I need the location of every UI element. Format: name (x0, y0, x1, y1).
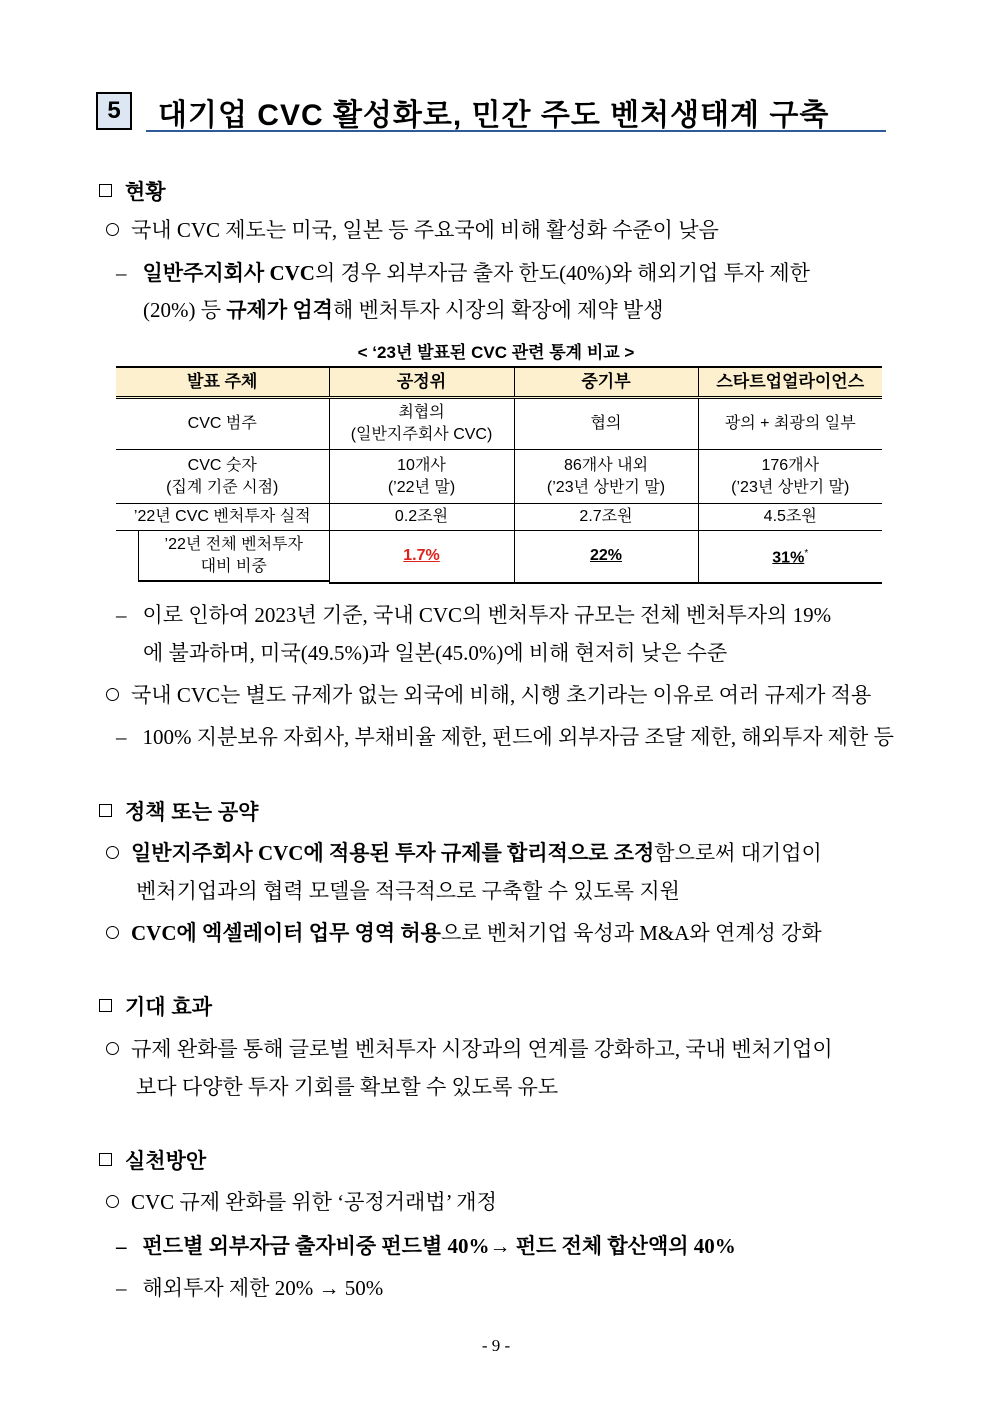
circle-bullet-icon (106, 1195, 119, 1208)
table-cell: 4.5조원 (698, 504, 882, 531)
status-bullet-2: 국내 CVC는 별도 규제가 없는 외국에 비해, 시행 초기라는 이유로 여러 규제가 적용 (106, 679, 871, 709)
table-cell: 광의 + 최광의 일부 (698, 398, 882, 450)
plan-sub-1: – 펀드별 외부자금 출자비중 펀드별 40%→ 펀드 전체 합산액의 40% (116, 1234, 736, 1258)
table-cell: 0.2조원 (329, 504, 514, 531)
dash-bullet: – (116, 1276, 127, 1300)
dash-bullet: – (116, 603, 127, 627)
plan-sub-2: – 해외투자 제한 20% → 50% (116, 1276, 384, 1300)
table-cell: ’22년 CVC 벤처투자 실적 (116, 504, 329, 531)
circle-bullet-icon (106, 926, 119, 939)
table-cell: 176개사 (’23년 상반기 말) (698, 450, 882, 504)
status-sub-3: – 100% 지분보유 자회사, 부채비율 제한, 펀드에 외부자금 조달 제한, 해외투자 제한 등 (116, 725, 894, 749)
effect-bullet-1-cont: 보다 다양한 투자 기회를 확보할 수 있도록 유도 (136, 1075, 559, 1099)
table-cell: ’22년 전체 벤처투자 대비 비중 (116, 531, 329, 583)
table-cell: CVC 범주 (116, 398, 329, 450)
table-header-cell: 중기부 (514, 367, 698, 398)
table-header-row (116, 367, 882, 398)
circle-bullet-icon (106, 846, 119, 859)
plan-bullet-1: CVC 규제 완화를 위한 ‘공정거래법’ 개정 (106, 1186, 497, 1216)
status-bullet-1: 국내 CVC 제도는 미국, 일본 등 주요국에 비해 활성화 수준이 낮음 (106, 214, 719, 244)
status-sub-2: – 이로 인하여 2023년 기준, 국내 CVC의 벤처투자 규모는 전체 벤처투자의 19% (116, 603, 832, 627)
table-row (116, 504, 882, 531)
table-header-cell: 발표 주체 (116, 367, 329, 398)
table-cell: 22% (514, 531, 698, 583)
table-header-cell: 스타트업얼라이언스 (698, 367, 882, 398)
plan-heading: 실천방안 (99, 1145, 206, 1175)
dash-bullet: – (116, 1234, 127, 1258)
section-title-underline (146, 130, 886, 132)
effect-bullet-1: 규제 완화를 통해 글로벌 벤처투자 시장과의 연계를 강화하고, 국내 벤처기업이 (106, 1033, 833, 1063)
checkbox-bullet-icon (99, 1153, 112, 1166)
table-header-cell: 공정위 (329, 367, 514, 398)
policy-bullet-1: 일반지주회사 CVC에 적용된 투자 규제를 합리적으로 조정함으로써 대기업이 (106, 837, 822, 867)
table-cell: 31%* (698, 531, 882, 583)
status-heading: 현황 (99, 176, 166, 206)
status-sub-1-cont: (20%) 등 규제가 엄격해 벤처투자 시장의 확장에 제약 발생 (143, 298, 664, 322)
section-title: 대기업 CVC 활성화로, 민간 주도 벤처생태계 구축 (158, 99, 830, 132)
section-number: 5 (96, 92, 132, 130)
policy-bullet-1-cont: 벤처기업과의 협력 모델을 적극적으로 구축할 수 있도록 지원 (136, 879, 680, 903)
circle-bullet-icon (106, 688, 119, 701)
checkbox-bullet-icon (99, 804, 112, 817)
table-caption: < ‘23년 발표된 CVC 관련 통계 비교 > (357, 343, 635, 362)
dash-bullet: – (116, 725, 127, 749)
table-row (116, 450, 882, 504)
page-number: - 9 - (481, 1336, 511, 1355)
table-cell: 협의 (514, 398, 698, 450)
table-row (116, 398, 882, 450)
table-cell: 10개사 (’22년 말) (329, 450, 514, 504)
circle-bullet-icon (106, 1042, 119, 1055)
cvc-stats-table (116, 366, 882, 584)
checkbox-bullet-icon (99, 999, 112, 1012)
table-cell: 86개사 내외 (’23년 상반기 말) (514, 450, 698, 504)
effect-heading: 기대 효과 (99, 991, 212, 1021)
table-row (116, 531, 882, 583)
policy-bullet-2: CVC에 엑셀레이터 업무 영역 허용으로 벤처기업 육성과 M&A와 연계성 강화 (106, 917, 822, 947)
table-cell: CVC 숫자 (집계 기준 시점) (116, 450, 329, 504)
policy-heading: 정책 또는 공약 (99, 796, 258, 826)
dash-bullet: – (116, 261, 127, 285)
status-sub-2-cont: 에 불과하며, 미국(49.5%)과 일본(45.0%)에 비해 현저히 낮은 수준 (143, 641, 728, 665)
table-cell: 최협의 (일반지주회사 CVC) (329, 398, 514, 450)
circle-bullet-icon (106, 223, 119, 236)
table-cell: 1.7% (329, 531, 514, 583)
checkbox-bullet-icon (99, 184, 112, 197)
status-sub-1: – 일반주지회사 CVC의 경우 외부자금 출자 한도(40%)와 해외기업 투자 제한 (116, 261, 810, 285)
table-cell: 2.7조원 (514, 504, 698, 531)
